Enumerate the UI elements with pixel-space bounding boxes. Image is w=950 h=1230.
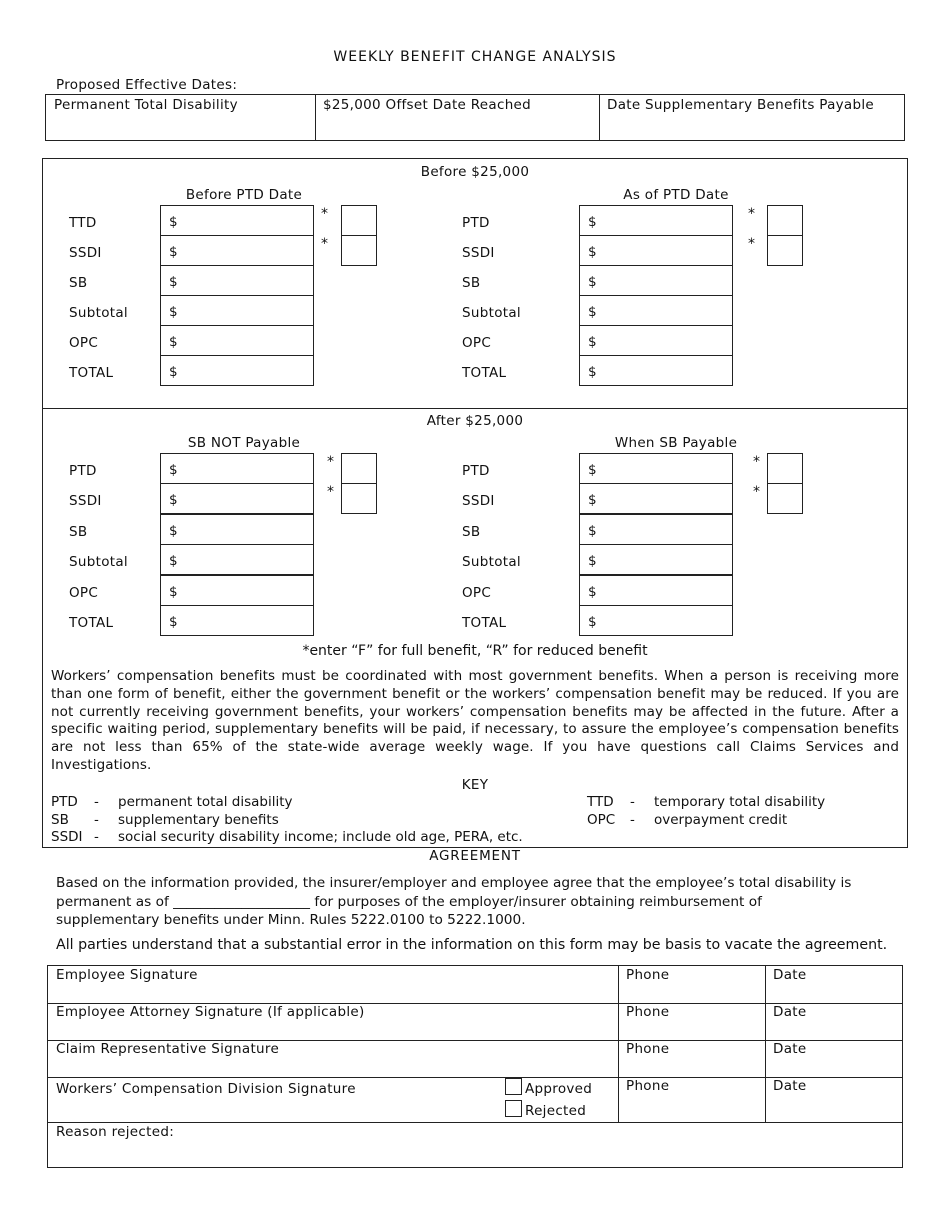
after-heading: After $25,000 [426, 413, 524, 429]
fr-code-field[interactable] [341, 483, 377, 514]
when-sb-payable-subheading: When SB Payable [614, 435, 738, 451]
fr-code-field[interactable] [767, 453, 803, 484]
form-title: WEEKLY BENEFIT CHANGE ANALYSIS [333, 49, 617, 65]
before-ptd-subheading: Before PTD Date [185, 187, 303, 203]
row-label: TOTAL [462, 365, 507, 381]
key-desc: supplementary benefits [118, 811, 279, 828]
amount-field[interactable] [160, 205, 314, 236]
rejected-checkbox[interactable] [505, 1100, 522, 1117]
row-label: Subtotal [69, 554, 128, 570]
currency-symbol: $ [588, 614, 597, 630]
amount-field[interactable] [160, 483, 314, 514]
key-abbr: SSDI [51, 829, 83, 845]
fr-code-field[interactable] [767, 235, 803, 266]
footnote-text: enter “F” for full benefit, “R” for reduced benefit [309, 643, 648, 659]
row-label: Subtotal [69, 305, 128, 321]
amount-field[interactable] [160, 295, 314, 326]
currency-symbol: $ [169, 462, 178, 478]
currency-symbol: $ [588, 244, 597, 260]
phone-label: Phone [626, 1041, 670, 1057]
row-label: TTD [69, 215, 97, 231]
key-desc: social security disability income; include old age, PERA, etc. [118, 829, 523, 845]
currency-symbol: $ [588, 553, 597, 569]
fr-marker: * [748, 206, 755, 222]
key-desc: overpayment credit [654, 811, 788, 828]
fr-marker: * [748, 236, 755, 252]
amount-field[interactable] [160, 235, 314, 266]
row-label: SSDI [462, 245, 495, 261]
footnote [0, 643, 950, 659]
currency-symbol: $ [169, 492, 178, 508]
row-label: SSDI [462, 493, 495, 509]
currency-symbol: $ [588, 584, 597, 600]
currency-symbol: $ [588, 364, 597, 380]
approved-checkbox[interactable] [505, 1078, 522, 1095]
amount-field[interactable] [579, 453, 733, 484]
amount-field[interactable] [579, 325, 733, 356]
date-label: Date [773, 967, 807, 983]
amount-field[interactable] [160, 514, 314, 545]
amount-field[interactable] [579, 235, 733, 266]
fr-marker: * [327, 454, 334, 470]
row-label: Subtotal [462, 554, 521, 570]
currency-symbol: $ [588, 304, 597, 320]
row-label: OPC [69, 585, 99, 601]
proposed-dates-table [45, 94, 905, 141]
fr-marker: * [753, 454, 760, 470]
row-label: TOTAL [69, 365, 114, 381]
amount-field[interactable] [579, 483, 733, 514]
row-label: OPC [69, 335, 99, 351]
notice-paragraph: Workers’ compensation benefits must be coordinated with most government benefits. When a person is receiving more than one form of benefit, either the government benefit or the workers’ compensation benefit may be reduced. If you are not currently receiving government benefits, your workers’ compensation benefits may be affected in the future. After a specific waiting period, supplementary benefits will be paid, if necessary, to assure the employee’s compensation benefits are not less than 65% of the state-wide average weekly wage. If you have questions call Claims Services and Investigations. [51, 668, 899, 773]
currency-symbol: $ [169, 584, 178, 600]
row-label: TOTAL [69, 615, 114, 631]
row-label: PTD [462, 215, 490, 231]
amount-field[interactable] [160, 355, 314, 386]
fr-marker: * [321, 236, 328, 252]
row-label: OPC [462, 335, 492, 351]
footnote-star: * [302, 643, 310, 659]
amount-field[interactable] [579, 514, 733, 545]
fr-code-field[interactable] [341, 235, 377, 266]
date-label: Date [773, 1041, 807, 1057]
currency-symbol: $ [169, 364, 178, 380]
before-heading: Before $25,000 [420, 164, 530, 180]
currency-symbol: $ [588, 523, 597, 539]
amount-field[interactable] [160, 265, 314, 296]
signature-line-label: Workers’ Compensation Division Signature [56, 1081, 356, 1097]
approved-label: Approved [525, 1081, 593, 1097]
row-label: TOTAL [462, 615, 507, 631]
currency-symbol: $ [169, 553, 178, 569]
key-desc: permanent total disability [118, 794, 293, 810]
currency-symbol: $ [588, 462, 597, 478]
proposed-dates-label: Proposed Effective Dates: [56, 77, 238, 93]
row-label: SSDI [69, 493, 102, 509]
amount-field[interactable] [579, 544, 733, 575]
currency-symbol: $ [169, 274, 178, 290]
amount-field[interactable] [579, 605, 733, 636]
row-label: Subtotal [462, 305, 521, 321]
currency-symbol: $ [169, 334, 178, 350]
sb-not-payable-subheading: SB NOT Payable [187, 435, 301, 451]
key-heading: KEY [461, 777, 489, 793]
fr-marker: * [327, 484, 334, 500]
row-label: SSDI [69, 245, 102, 261]
key-abbr: SB [51, 811, 69, 828]
ptd-date-field-label: Permanent Total Disability [54, 97, 238, 113]
amount-field[interactable] [579, 295, 733, 326]
fr-code-field[interactable] [767, 205, 803, 236]
amount-field[interactable] [579, 205, 733, 236]
amount-field[interactable] [579, 575, 733, 606]
key-dash: - [94, 794, 99, 810]
amount-field[interactable] [160, 325, 314, 356]
signature-table [47, 965, 903, 1168]
agreement-error-note: All parties understand that a substantial error in the information on this form may be basis to vacate the agreement. [56, 937, 888, 953]
row-label: SB [462, 275, 481, 291]
phone-label: Phone [626, 967, 670, 983]
rejected-label: Rejected [525, 1103, 587, 1119]
as-of-ptd-subheading: As of PTD Date [623, 187, 729, 203]
amount-field[interactable] [160, 453, 314, 484]
key-dash: - [630, 794, 635, 810]
key-abbr: TTD [587, 794, 614, 810]
signature-line-label: Claim Representative Signature [56, 1041, 280, 1057]
row-label: SB [69, 524, 88, 540]
row-label: PTD [69, 463, 97, 479]
amount-field[interactable] [579, 355, 733, 386]
date-label: Date [773, 1004, 807, 1020]
key-desc: temporary total disability [654, 794, 826, 810]
currency-symbol: $ [169, 304, 178, 320]
signature-line-label: Employee Signature [56, 967, 198, 983]
currency-symbol: $ [169, 523, 178, 539]
signature-line-label: Employee Attorney Signature (If applicable) [56, 1004, 365, 1020]
key-abbr: OPC [587, 811, 616, 828]
row-label: SB [462, 524, 481, 540]
amount-field[interactable] [160, 544, 314, 575]
key-dash: - [630, 811, 635, 828]
phone-label: Phone [626, 1078, 670, 1094]
fr-code-field[interactable] [341, 205, 377, 236]
amount-field[interactable] [160, 605, 314, 636]
fr-marker: * [753, 484, 760, 500]
reason-rejected-label: Reason rejected: [56, 1124, 175, 1140]
offset-date-field-label: $25,000 Offset Date Reached [323, 97, 532, 113]
amount-field[interactable] [160, 575, 314, 606]
currency-symbol: $ [588, 214, 597, 230]
amount-field[interactable] [579, 265, 733, 296]
agreement-paragraph: Based on the information provided, the insurer/employer and employee agree that the employee’s total disability is permanent as of ____________________ for purposes of the employer/insurer obtaining reimbursement of supplementary benefits under Minn. Rules 5222.0100 to 5222.1000. [56, 875, 852, 928]
agreement-heading: AGREEMENT [429, 848, 521, 864]
key-dash: - [94, 829, 99, 845]
currency-symbol: $ [169, 244, 178, 260]
key-dash: - [94, 811, 99, 828]
currency-symbol: $ [588, 334, 597, 350]
currency-symbol: $ [169, 214, 178, 230]
currency-symbol: $ [588, 274, 597, 290]
currency-symbol: $ [588, 492, 597, 508]
row-label: PTD [462, 463, 490, 479]
sb-payable-date-field-label: Date Supplementary Benefits Payable [607, 97, 875, 113]
row-label: SB [69, 275, 88, 291]
phone-label: Phone [626, 1004, 670, 1020]
fr-code-field[interactable] [341, 453, 377, 484]
fr-code-field[interactable] [767, 483, 803, 514]
currency-symbol: $ [169, 614, 178, 630]
date-label: Date [773, 1078, 807, 1094]
row-label: OPC [462, 585, 492, 601]
fr-marker: * [321, 206, 328, 222]
key-abbr: PTD [51, 794, 78, 810]
